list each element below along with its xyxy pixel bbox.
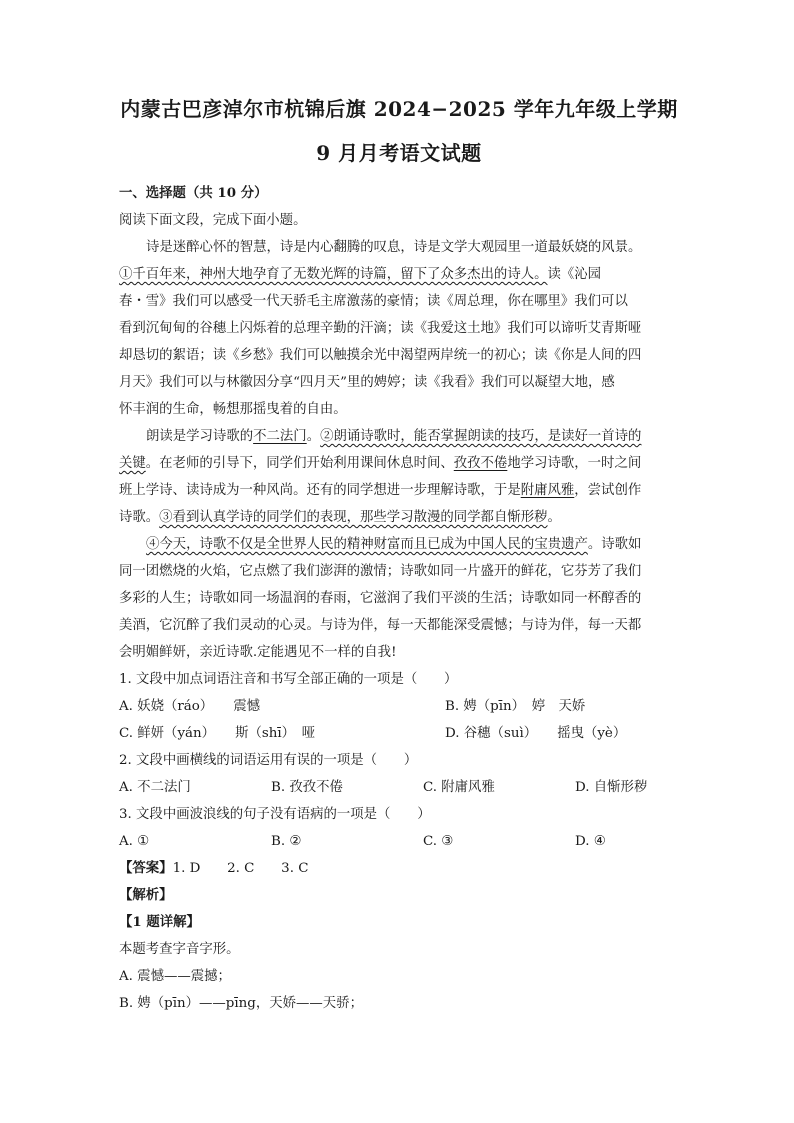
underlined-word: 孜孜不倦	[453, 456, 508, 471]
passage-line: 怀丰润的生命，畅想那摇曳着的自由。	[119, 402, 347, 417]
option-c[interactable]: C. ③	[423, 834, 454, 849]
option-c[interactable]: C. 鲜妍（yán） 斯（shī） 哑	[119, 726, 316, 741]
passage-text: ，尝试创作	[574, 483, 642, 498]
option-b[interactable]: B. 娉（pīn） 婷 天娇	[445, 699, 586, 714]
passage-line: 多彩的人生；诗歌如同一场温润的春雨，它滋润了我们平淡的生活；诗歌如同一杯醇香的	[119, 591, 642, 606]
option-a[interactable]: A. 不二法门	[119, 780, 191, 795]
page-subtitle: 9 月月考语文试题	[316, 141, 482, 165]
passage-line: 同一团燃烧的火焰，它点燃了我们澎湃的激情；诗歌如同一片盛开的鲜花，它芬芳了我们	[119, 564, 642, 579]
option-d[interactable]: D. ④	[575, 834, 606, 849]
wavy-sentence-4: ④今天，诗歌不仅是全世界人民的精神财富而且已成为中国人民的宝贵遗产	[146, 537, 588, 552]
analysis-label: 【解析】	[119, 887, 173, 903]
underlined-word: 附庸风雅	[520, 483, 575, 498]
underlined-word: 自惭形秽	[493, 510, 548, 525]
question-2-options	[119, 774, 679, 801]
passage-line: 会明媚鲜妍，亲近诗歌.定能遇见不一样的自我!	[119, 645, 397, 660]
passage-line: 春・雪》我们可以感受一代天骄毛主席激荡的豪情；读《周总理，你在哪里》我们可以	[119, 294, 628, 309]
page-title: 内蒙古巴彦淖尔市杭锦后旗 2024−2025 学年九年级上学期	[120, 97, 678, 121]
passage-line	[119, 261, 679, 288]
answer-label: 【答案】	[119, 860, 173, 876]
option-d[interactable]: D. 自惭形秽	[575, 780, 648, 795]
passage-text: 。诗歌如	[587, 537, 642, 552]
option-a[interactable]: A. 妖娆（ráo） 震憾	[119, 699, 261, 714]
passage-text: 地学习诗歌，一时之间	[507, 456, 642, 471]
passage-text: 。	[547, 510, 561, 525]
wavy-sentence-2-end: 关键	[119, 456, 146, 471]
passage-line: 美酒，它沉醉了我们灵动的心灵。与诗为伴，每一天都能深受震憾；与诗为伴，每一天都	[119, 618, 642, 633]
answer-line	[119, 855, 679, 882]
passage-line	[119, 450, 679, 477]
question-1-options-row2	[119, 720, 679, 747]
wavy-sentence-2: ②朗诵诗歌时，能否掌握朗读的技巧，是读好一首诗的	[320, 429, 642, 444]
wavy-sentence-3: ③看到认真学诗的同学们的表现，那些学习散漫的同学都	[159, 510, 494, 525]
passage-line	[119, 423, 679, 450]
section-heading: 一、选择题（共 10 分）	[119, 185, 268, 201]
option-b[interactable]: B. 孜孜不倦	[271, 780, 343, 795]
passage-text: 读《沁园	[547, 267, 602, 282]
detail-line: 本题考查字音字形。	[119, 942, 240, 957]
passage-line: 却恳切的絮语；读《乡愁》我们可以触摸余光中渴望两岸统一的初心；读《你是人间的四	[119, 348, 642, 363]
answer-text: 1. D 2. C 3. C	[172, 861, 309, 876]
question-3-stem: 3. 文段中画波浪线的句子没有语病的一项是（ ）	[119, 807, 431, 822]
question-1-stem: 1. 文段中加点词语注音和书写全部正确的一项是（ ）	[119, 672, 458, 687]
option-c[interactable]: C. 附庸风雅	[423, 780, 495, 795]
instruction: 阅读下面文段，完成下面小题。	[119, 213, 307, 228]
passage-text: 诗歌。	[119, 510, 160, 525]
question-2-stem: 2. 文段中画横线的词语运用有误的一项是（ ）	[119, 753, 418, 768]
passage-text: 。	[306, 429, 321, 444]
detail-label: 【1 题详解】	[119, 914, 200, 930]
underlined-word: 不二法门	[253, 429, 307, 444]
passage-line: 月天》我们可以与林徽因分享“四月天”里的娉婷；读《我看》我们可以凝望大地，感	[119, 375, 615, 390]
passage-line	[119, 477, 679, 504]
option-b[interactable]: B. ②	[271, 834, 302, 849]
question-3-options	[119, 828, 679, 855]
wavy-sentence-1: ①千百年来，神州大地孕育了无数光辉的诗篇，留下了众多杰出的诗人。	[119, 267, 548, 282]
passage-text: 朗读是学习诗歌的	[146, 429, 254, 444]
exam-page	[119, 92, 679, 1017]
passage-text: 班上学诗、读诗成为一种风尚。还有的同学想进一步理解诗歌，于是	[119, 483, 521, 498]
option-a[interactable]: A. ①	[119, 834, 150, 849]
detail-line: B. 娉（pīn）——pīng，天娇——天骄；	[119, 996, 363, 1011]
passage-line: 诗是迷醉心怀的智慧，诗是内心翻腾的叹息，诗是文学大观园里一道最妖娆的风景。	[146, 240, 642, 255]
option-d[interactable]: D. 谷穗（suì） 摇曳（yè）	[445, 726, 627, 741]
passage-line: 看到沉甸甸的谷穗上闪烁着的总理辛勤的汗滴；读《我爱这土地》我们可以谛听艾青斯哑	[119, 321, 642, 336]
passage-line	[119, 504, 679, 531]
passage-line	[119, 531, 679, 558]
passage-text: 。在老师的引导下，同学们开始利用课间休息时间、	[145, 456, 454, 471]
question-1-options-row1	[119, 693, 679, 720]
detail-line: A. 震憾——震撼；	[119, 969, 231, 984]
